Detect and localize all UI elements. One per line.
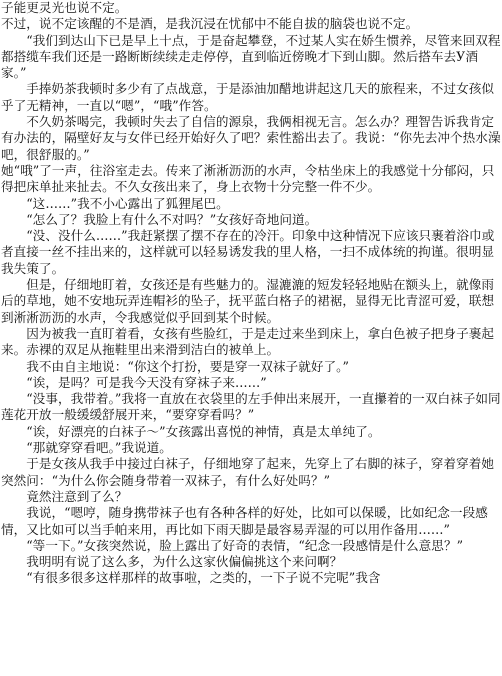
- paragraph: 但是，仔细地盯着，女孩还是有些魅力的。湿漉漉的短发轻轻地贴在额头上，就像雨后的草地，她不安地玩弄连帽衫的坠子，抚平蓝白格子的裙裾，显得无比青涩可爱，联想到淅淅沥沥的水声，令我感觉似乎回到某个时候。: [1, 277, 495, 325]
- paragraph: “没事，我带着。”我将一直放在衣袋里的左手伸出来展开，一直攥着的一双白袜子如同莲花开放一般缓缓舒展开来，“要穿穿看吗？”: [1, 391, 501, 423]
- paragraph: “怎么了？我脸上有什么不对吗？”女孩好奇地问道。: [26, 211, 318, 227]
- paragraph: “有很多很多这样那样的故事啦，之类的，一下子说不完呢”我含: [26, 570, 381, 586]
- paragraph: “等一下。”女孩突然说，脸上露出了好奇的表情，“纪念一段感情是什么意思？”: [26, 537, 464, 553]
- paragraph: 手捧奶茶我顿时多少有了点战意，于是添油加醋地讲起这几天的旅程来，不过女孩似乎了无精神，一直以“嗯”，“哦”作答。: [1, 81, 495, 113]
- paragraph: 于是女孩从我手中接过白袜子，仔细地穿了起来，先穿上了右脚的袜子，穿着穿着她突然问：“为什么你会随身带着一双袜子，有什么好处吗？”: [1, 456, 495, 488]
- paragraph: 子能更灵光也说不定。: [1, 0, 128, 15]
- paragraph: “诶，是吗？可是我今天没有穿袜子来……”: [26, 374, 267, 390]
- paragraph: “这……”我不小心露出了狐狸尾巴。: [26, 195, 229, 211]
- paragraph: “诶，好漂亮的白袜子～”女孩露出喜悦的神情，真是太单纯了。: [26, 423, 381, 439]
- paragraph: “我们到达山下已是早上十点，于是奋起攀登，不过某人实在娇生惯养，尽管来回双程都搭缆车我们还是一路断断续续走走停停，直到临近傍晚才下到山脚。然后搭车去У酒家。”: [1, 32, 501, 81]
- paragraph: 她“哦”了一声，往浴室走去。传来了淅淅沥沥的水声，令枯坐床上的我感觉十分郁闷，只得把床单扯来扯去。不久女孩出来了，身上衣物十分完整一件不少。: [1, 162, 495, 195]
- paragraph: 不久奶茶喝完，我顿时失去了自信的源泉，我俩相视无言。怎么办？理智告诉我肯定有办法的，隔壁好友与女伴已经开始好久了吧？索性豁出去了。我说：“你先去冲个热水澡吧，很舒服的。”: [1, 114, 501, 162]
- paragraph: 我明明有说了这么多，为什么这家伙偏偏挑这个来问啊？: [26, 554, 343, 570]
- novel-page: [1, 0, 501, 676]
- paragraph: 不过，说不定该醒的不是酒，是我沉浸在忧郁中不能自拔的脑袋也说不定。: [1, 16, 419, 32]
- paragraph: “那就穿穿看吧。”我说道。: [26, 440, 172, 456]
- paragraph: 因为被我一直盯着看，女孩有些脸红，于是走过来坐到床上，拿白色被子把身子裹起来。赤裸的双足从拖鞋里出来滑到洁白的被单上。: [1, 325, 495, 358]
- paragraph: 我不由自主地说：“你这个打扮，要是穿一双袜子就好了。”: [26, 358, 349, 374]
- paragraph: “没、没什么……”我赶紧摆了摆不存在的冷汗。印象中这种情况下应该只裹着浴巾或者直接一丝不挂出来的，这样就可以轻易诱发我的里人格，一扫不成体统的拘谨。很明显我失策了。: [1, 228, 495, 276]
- paragraph: 我说，“嗯哼，随身携带袜子也有各种各样的好处，比如可以保暖，比如纪念一段感情，又比如可以当手帕来用，再比如下雨天脚是最容易弄湿的可以用作备用……”: [1, 505, 488, 537]
- paragraph: 竟然注意到了么？: [26, 488, 128, 504]
